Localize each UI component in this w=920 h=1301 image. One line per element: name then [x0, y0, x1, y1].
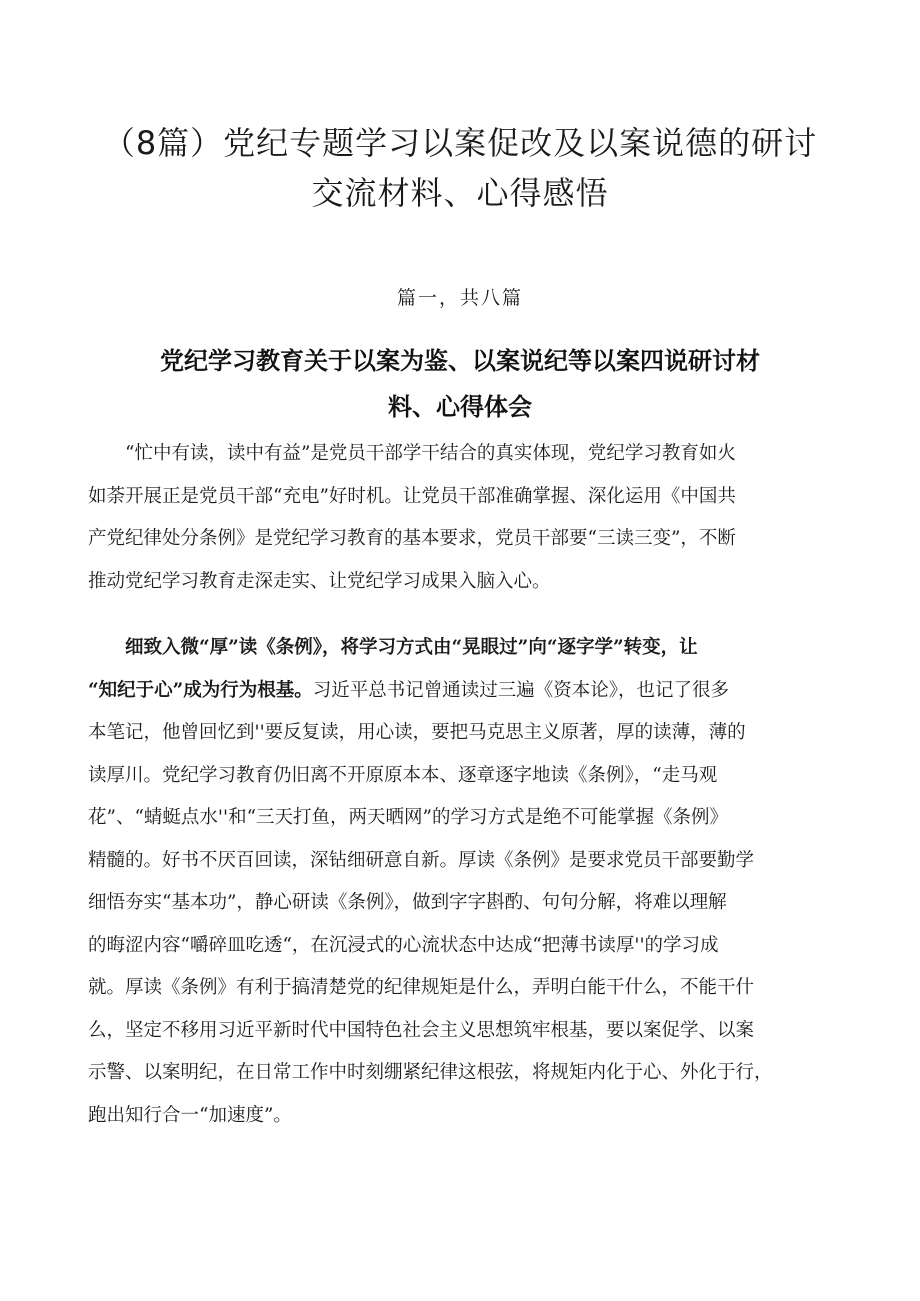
paragraph-line: 读厚川。党纪学习教育仍旧离不开原原本本、逐章逐字地读《条例》，“走马观	[88, 764, 718, 786]
paragraph-line: 示警、以案明纪，在日常工作中时刻绷紧纪律这根弦，将规矩内化于心、外化于行，	[88, 1062, 773, 1083]
paragraph-line: 如荼开展正是党员干部“充电”好时机。让党员干部准确掌握、深化运用《中国共	[88, 485, 736, 507]
document-title	[80, 118, 840, 218]
paragraph-line: 细悟夯实“基本功”，静心研读《条例》，做到字字斟酌、句句分解，将难以理解	[88, 892, 727, 913]
paragraph-thick-reading	[88, 627, 864, 1137]
section-title	[110, 338, 810, 430]
paragraph-bold-heading-end: “知纪于心”成为行为根基。	[88, 679, 313, 701]
paragraph-line: 推动党纪学习教育走深走实、让党纪学习成果入脑入心。	[88, 570, 551, 592]
paragraph-line-rest: 习近平总书记曾通读过三遍《资本论》，也记了很多	[312, 679, 730, 701]
section-title-line-1: 党纪学习教育关于以案为鉴、以案说纪等以案四说研讨材	[160, 347, 760, 375]
paragraph-line: 花”、“蜻蜓点水''和“三天打鱼，两天晒网”的学习方式是绝不可能掌握《条例》	[88, 807, 729, 828]
paragraph-line: 精髓的。好书不厌百回读，深钻细研意自新。厚读《条例》是要求党员干部要勤学	[88, 849, 755, 871]
paragraph-line: 本笔记，他曾回忆到''要反复读，用心读，要把马克思主义原著，厚的读薄，薄的	[88, 722, 746, 743]
paragraph-line: 么，坚定不移用习近平新时代中国特色社会主义思想筑牢根基，要以案促学、以案	[88, 1019, 755, 1041]
paragraph-bold-heading: 细致入微“厚”读《条例》，将学习方式由“晃眼过”向“逐字学”转变，让	[125, 637, 698, 658]
paragraph-line	[88, 670, 864, 713]
section-label: 篇一，共八篇	[396, 287, 523, 309]
paragraph-line: 就。厚读《条例》有利于搞清楚党的纪律规矩是什么，弄明白能干什么，不能干什	[88, 977, 755, 998]
document-title-line-1: （8篇）党纪专题学习以案促改及以案说德的研讨	[102, 124, 818, 162]
paragraph-intro	[88, 433, 864, 603]
section-title-line-2: 料、心得体会	[388, 393, 532, 421]
paragraph-line: “忙中有读，读中有益”是党员干部学干结合的真实体现，党纪学习教育如火	[125, 443, 736, 464]
paragraph-line: 产党纪律处分条例》是党纪学习教育的基本要求，党员干部要“三读三变”，不断	[88, 528, 736, 549]
document-title-line-2: 交流材料、心得感悟	[311, 174, 609, 212]
paragraph-line: 的晦涩内容“嚼碎皿吃透“，在沉浸式的心流状态中达成“把薄书读厚''的学习成	[88, 934, 719, 956]
paragraph-line: 跑出知行合一“加速度”。	[88, 1104, 292, 1126]
